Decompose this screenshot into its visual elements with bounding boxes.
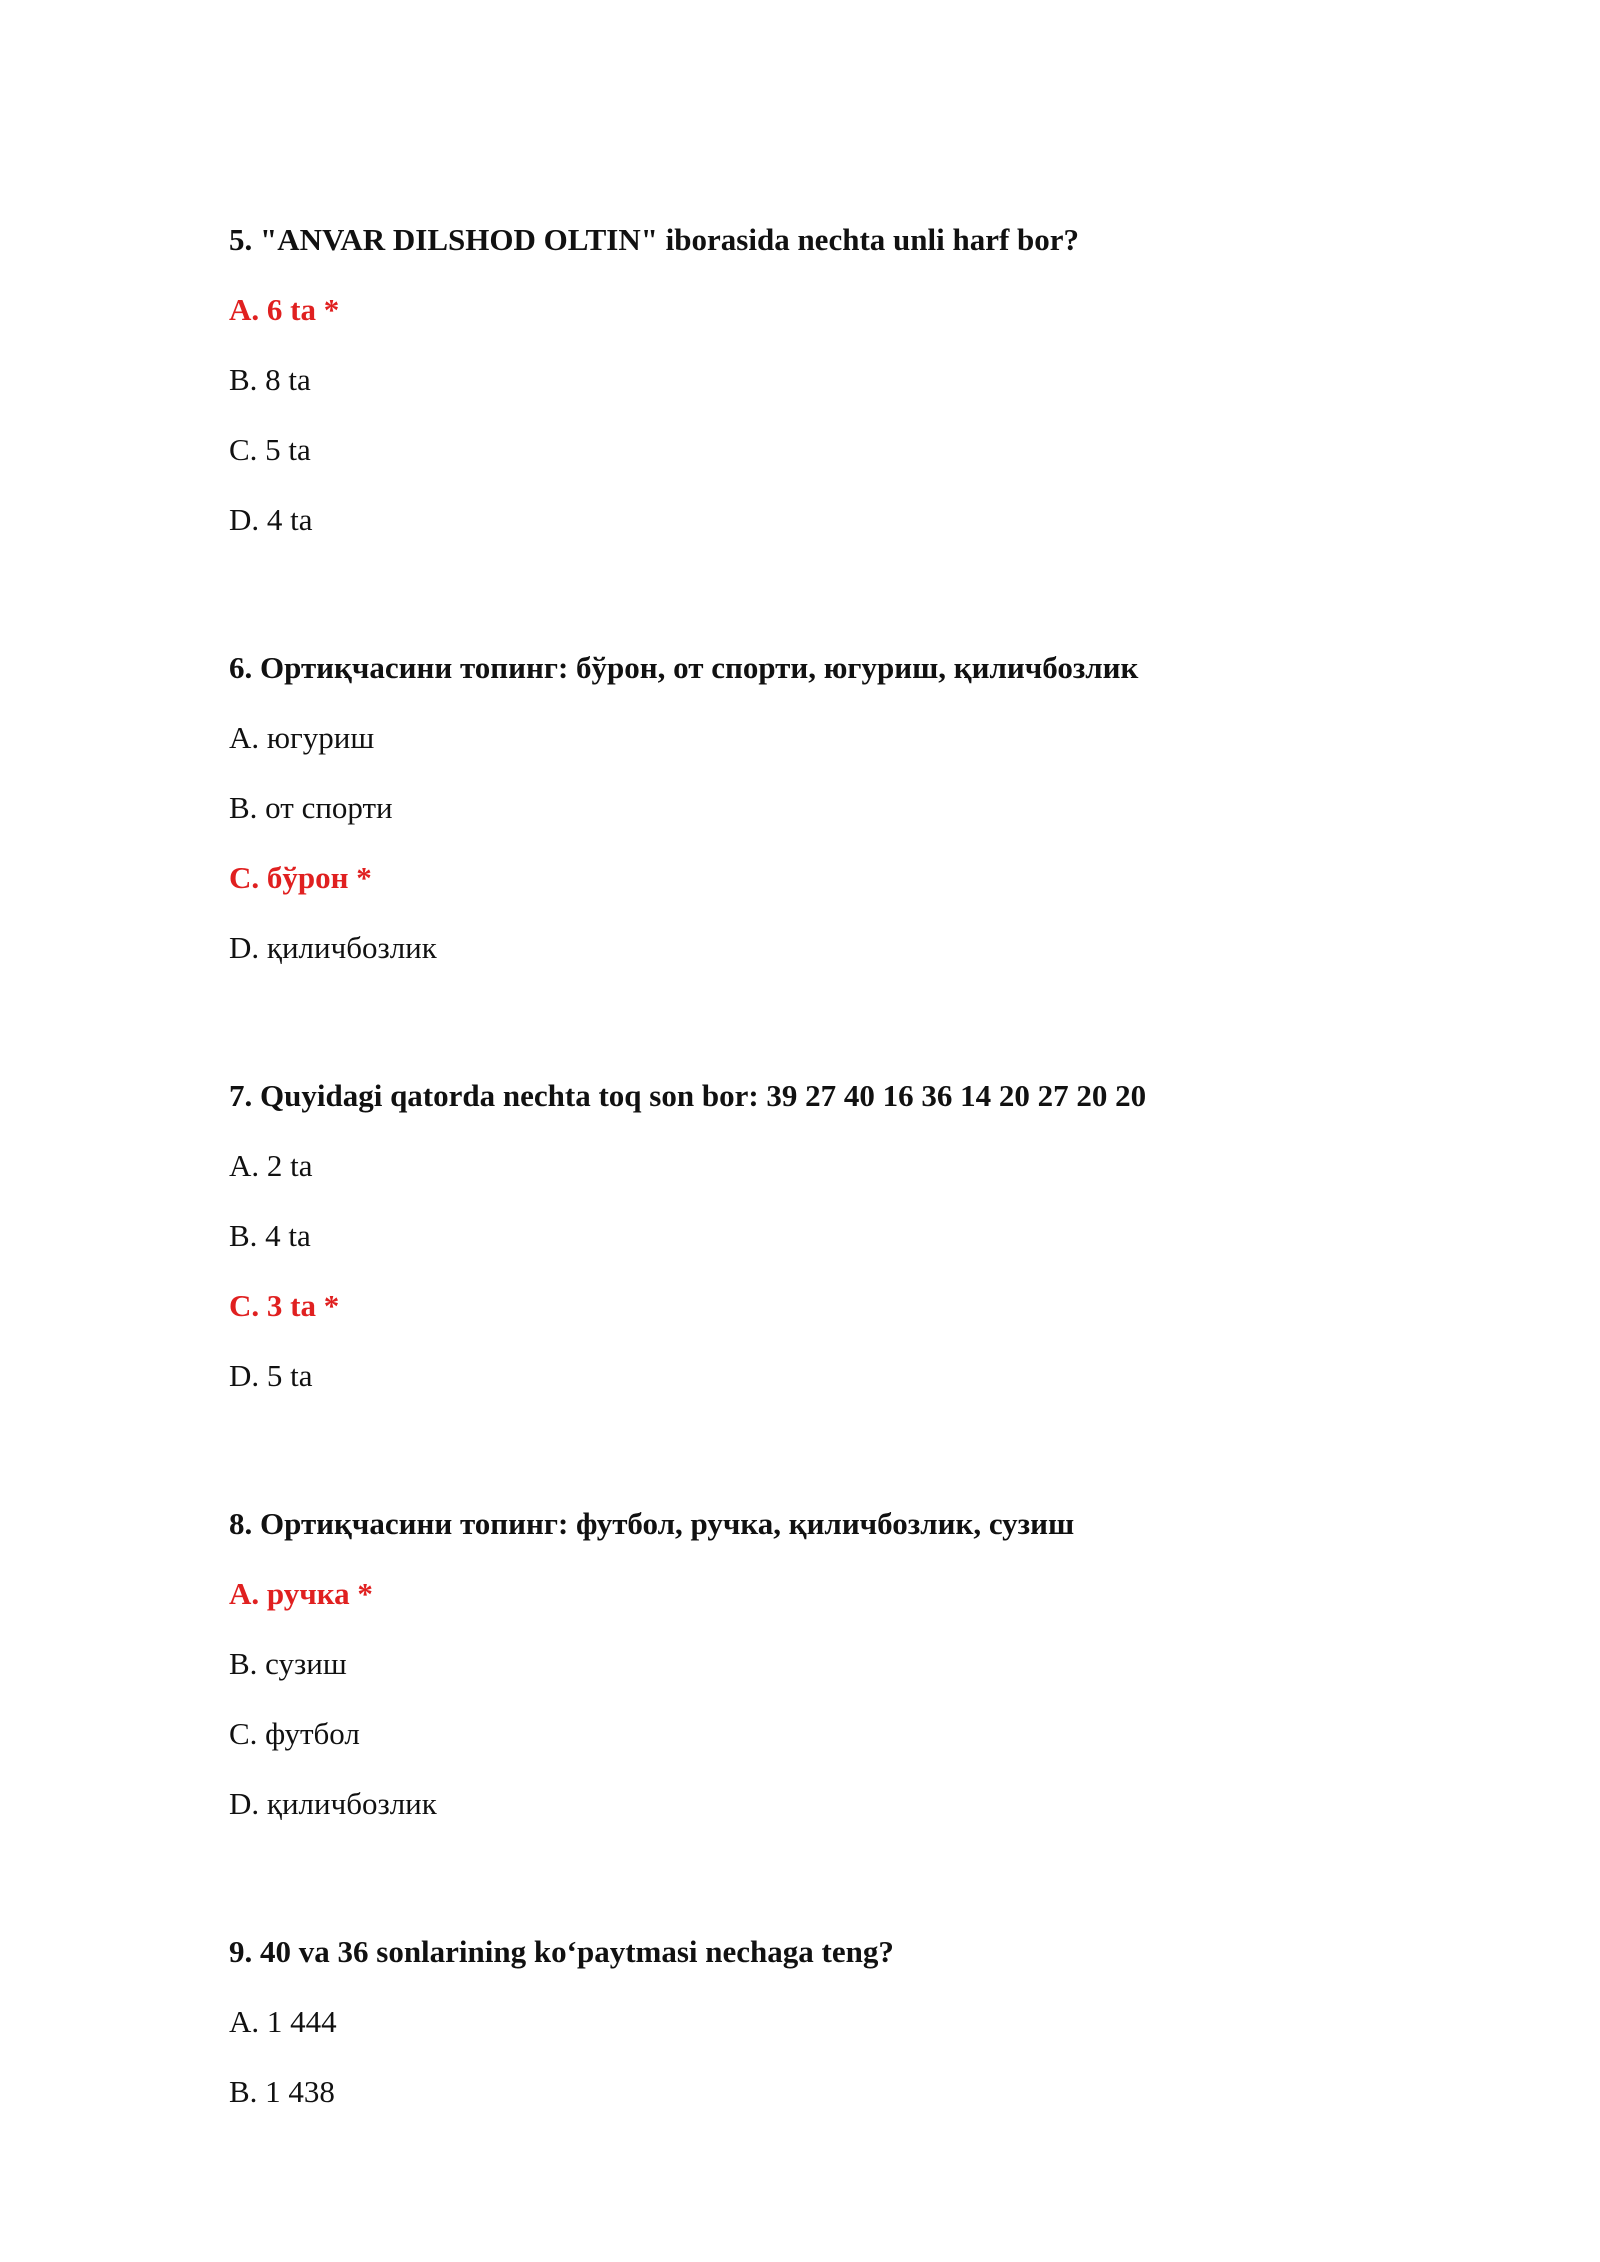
question-5 — [229, 218, 1429, 542]
option-d: D. 4 ta — [229, 502, 313, 537]
question-8 — [229, 1502, 1429, 1826]
option-b: B. от спорти — [229, 790, 393, 825]
question-9 — [229, 1930, 1429, 2114]
question-text: 5. "ANVAR DILSHOD OLTIN" iborasida nechta unli harf bor? — [229, 222, 1080, 257]
option-d: D. қиличбозлик — [229, 930, 437, 965]
option-c-correct: C. 3 ta * — [229, 1288, 340, 1323]
option-b: B. 4 ta — [229, 1218, 311, 1253]
question-6 — [229, 646, 1429, 970]
question-text: 7. Quyidagi qatorda nechta toq son bor: 39 27 40 16 36 14 20 27 20 20 — [229, 1078, 1147, 1113]
question-text: 6. Ортиқчасини топинг: бўрон, от спорти, югуриш, қиличбозлик — [229, 650, 1139, 685]
option-c: C. футбол — [229, 1716, 360, 1751]
option-a: A. 2 ta — [229, 1148, 313, 1183]
option-a: A. 1 444 — [229, 2004, 337, 2039]
question-text: 9. 40 va 36 sonlarining ko‘paytmasi nechaga teng? — [229, 1934, 894, 1969]
option-b: B. 1 438 — [229, 2074, 335, 2109]
option-c-correct: C. бўрон * — [229, 860, 372, 895]
question-7 — [229, 1074, 1429, 1398]
option-c: C. 5 ta — [229, 432, 311, 467]
option-a-correct: A. 6 ta * — [229, 292, 340, 327]
option-a-correct: A. ручка * — [229, 1576, 373, 1611]
quiz-page — [229, 218, 1429, 2114]
option-b: B. 8 ta — [229, 362, 311, 397]
option-d: D. 5 ta — [229, 1358, 313, 1393]
option-d: D. қиличбозлик — [229, 1786, 437, 1821]
question-text: 8. Ортиқчасини топинг: футбол, ручка, қиличбозлик, сузиш — [229, 1506, 1075, 1541]
option-b: B. сузиш — [229, 1646, 347, 1681]
option-a: A. югуриш — [229, 720, 375, 755]
